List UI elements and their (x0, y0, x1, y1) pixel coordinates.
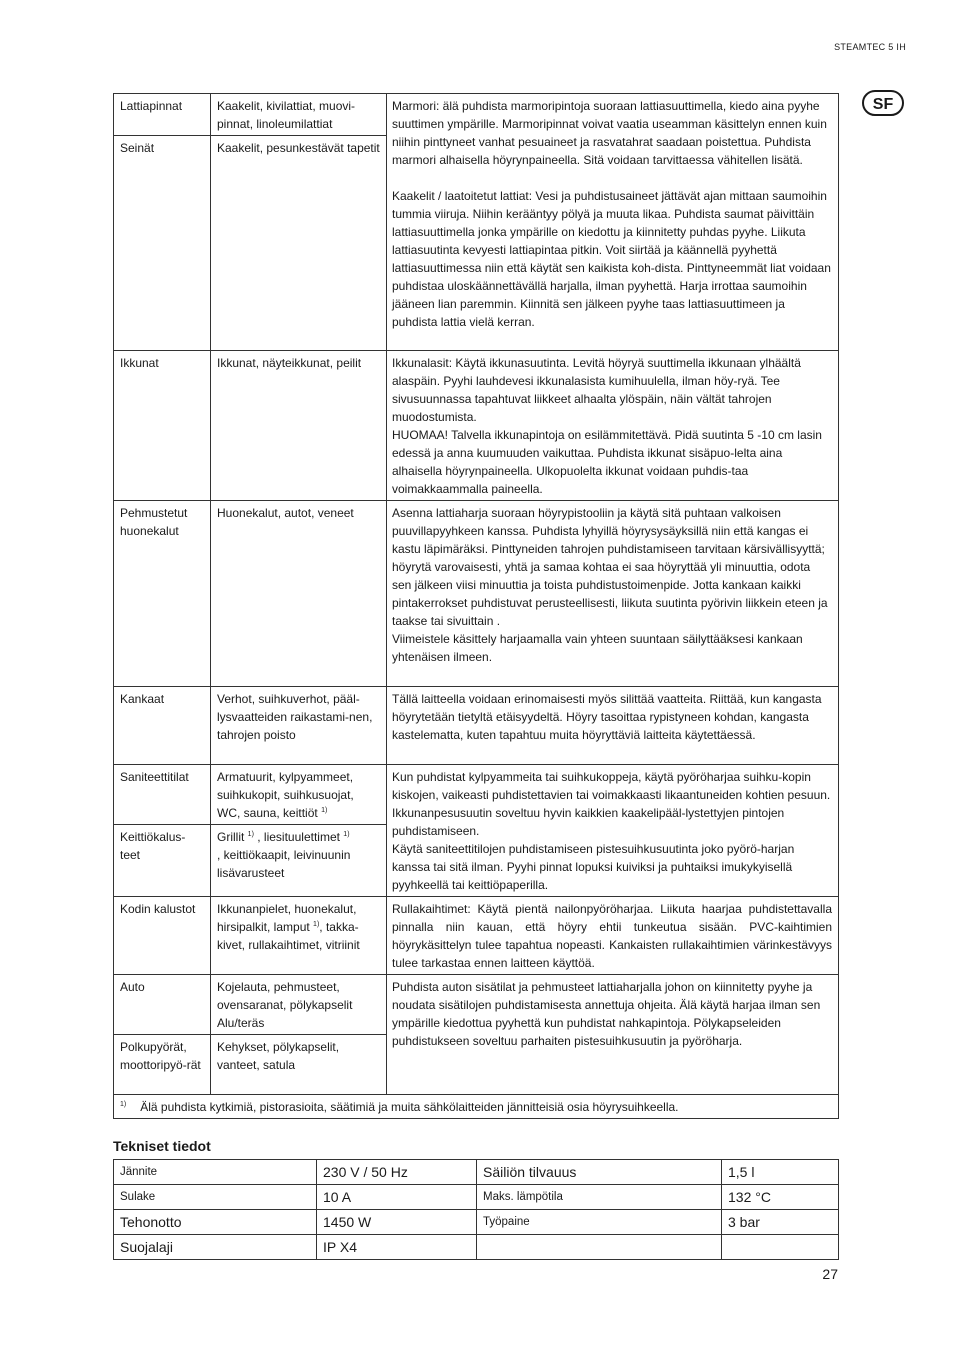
spec-value: 132 °C (722, 1185, 839, 1210)
table-row (114, 897, 839, 975)
spec-value (722, 1235, 839, 1260)
paragraph: Käytä saniteettitilojen puhdistamiseen pistesuihkusuutinta joko pyörö-harjan kanssa tai sitä ilman. Pyyhi pinnat lopuksi kuiviksi ja puhtaiksi imukykyisellä pyyhkeellä tai keittiöpaperilla. (392, 842, 795, 892)
surfaces-cell: Kojelauta, pehmusteet, ovensaranat, pölykapselit Alu/teräs (211, 975, 387, 1035)
paragraph: Marmori: älä puhdista marmoripintoja suoraan lattiasuuttimella, kiedo aina pyyhe suuttimen ympärille. Marmoripinnat voivat vaatia useamman käsittelyn ennen kuin niihin pinttyneet vanhat pesuaineet ja rasvatahrat saadaan poistettua. Puhdista marmori alhaisella höyrynpaineella. Sitä voidaan tarvittaessa vähitellen lisätä. (392, 99, 827, 167)
surfaces-cell: Huonekalut, autot, veneet (211, 501, 387, 687)
spec-value: 3 bar (722, 1210, 839, 1235)
tech-table (113, 1159, 839, 1260)
tech-section-title: Tekniset tiedot (113, 1138, 211, 1154)
spec-label: Jännite (114, 1160, 317, 1185)
paragraph: Puhdista auton sisätilat ja pehmusteet lattiaharjalla johon on kiinnitetty pyyhe ja noudata sisätilojen puhdistamisesta annettuja ohjeita. Älä käytä harjaa ilman sen ympärille kiedottua pyyhettä kun puhdistat nahkapintoja. Pölykapseleiden puhdistukseen soveltuu parhaiten pistesuihkusuutin ja pyöröharja. (392, 980, 821, 1048)
spec-label: Tehonotto (114, 1210, 317, 1235)
footnote-mark: 1) (120, 1101, 127, 1108)
spec-label: Suojalaji (114, 1235, 317, 1260)
footnote-cell (114, 1095, 839, 1119)
spec-value: 1,5 l (722, 1160, 839, 1185)
spec-label: Säiliön tilvauus (477, 1160, 722, 1185)
footnote-ref: 1) (247, 831, 254, 838)
page-number: 27 (822, 1266, 838, 1282)
description-cell (387, 94, 839, 351)
area-cell: Pehmustetut huonekalut (114, 501, 211, 687)
surfaces-text: Ikkunanpielet, huonekalut, hirsipalkit, lamput (217, 902, 357, 934)
area-cell: Keittiökalus-teet (114, 825, 211, 897)
table-row (114, 765, 839, 825)
description-cell (387, 501, 839, 687)
table-row (114, 1160, 839, 1185)
paragraph: HUOMAA! Talvella ikkunapintoja on esilämmitettävä. Pidä suutinta 5 -10 cm lasin edessä ja anna kuumuuden vaikuttaa. Puhdista ikkunat sisäpuo-lelta aina alhaisella höyrynpaineella. Ulkopuolelta ikkunat voidaan puhdis-taa voimakkaammalla paineella. (392, 428, 822, 496)
area-cell: Seinät (114, 136, 211, 351)
area-cell: Polkupyörät, moottoripyö-rät (114, 1035, 211, 1095)
paragraph: Ikkunalasit: Käytä ikkunasuutinta. Levitä höyryä suuttimella ikkunaan ylhäältä alaspäin. Pyyhi lauhdevesi ikkunalasista kumihuulella, ilman höy-ryä. Tee sivusuunnassa tapahtuvat liikkeet alhaalta ylöspäin, näin vältät tahrojen muodostumista. (392, 356, 801, 424)
surfaces-cell: Ikkunat, näyteikkunat, peilit (211, 351, 387, 501)
description-cell (387, 765, 839, 897)
surfaces-cell (211, 897, 387, 975)
spec-value: 1450 W (317, 1210, 477, 1235)
spec-label (477, 1235, 722, 1260)
description-cell (387, 975, 839, 1095)
surfaces-cell (211, 825, 387, 897)
table-row (114, 94, 839, 136)
area-cell: Saniteettitilat (114, 765, 211, 825)
footnote-ref: 1) (313, 921, 320, 928)
surfaces-text: Grillit (217, 830, 245, 844)
spec-value: 10 A (317, 1185, 477, 1210)
footnote-text: Älä puhdista kytkimiä, pistorasioita, säätimiä ja muita sähkölaitteiden jännitteisiä osia höyrysuihkeella. (140, 1100, 679, 1114)
area-cell: Lattiapinnat (114, 94, 211, 136)
paragraph: Kun puhdistat kylpyammeita tai suihkukoppeja, käytä pyöröharjaa suihku-kopin kiskojen, vaikeasti puhdistettavien tai voimakkaasti likaantuneiden kohtien pesuun. Ikkunanpesusuutin soveltuu hyvin kaikkien kaakelipääl-lystettyjen pintojen puhdistamiseen. (392, 770, 831, 838)
paragraph: Viimeistele käsittely harjaamalla vain yhteen suuntaan säilyttääksesi kankaan yhtenäisen ilmeen. (392, 632, 803, 664)
area-cell: Kodin kalustot (114, 897, 211, 975)
surfaces-cell: Kaakelit, pesunkestävät tapetit (211, 136, 387, 351)
table-row (114, 975, 839, 1035)
footnote-ref: 1) (321, 807, 328, 814)
table-row (114, 501, 839, 687)
table-row (114, 1210, 839, 1235)
surfaces-cell: Kaakelit, kivilattiat, muovi-pinnat, linoleumilattiat (211, 94, 387, 136)
paragraph: Tällä laitteella voidaan erinomaisesti myös silittää vaatteita. Riittää, kun kangasta höyrytetään tietyltä etäisyydeltä. Höyry tasoittaa rypistyneen kohdan, kangasta kastelematta, kuten tapahtuu muita höyryttäviä laitteita käytettäessä. (392, 692, 822, 742)
area-cell: Auto (114, 975, 211, 1035)
description-cell (387, 687, 839, 765)
spec-label: Maks. lämpötila (477, 1185, 722, 1210)
table-row (114, 1235, 839, 1260)
surfaces-text: , takka-kivet, rullakaihtimet, vitriinit (217, 920, 360, 952)
paragraph: Kaakelit / laatoitetut lattiat: Vesi ja puhdistusaineet jättävät ajan mittaan saumoihin tummia viiruja. Niihin kerääntyy pölyä ja muuta likaa. Puhdista saumat päivittäin lattiasuuttimella jonka ympärille on kiedottu ja kiinnitetty puhdas pyyhe. Liikuta lattiasuutinta kevyesti lattiapintaa pitkin. Voit siirtää ja käännellä pyyhettä lattiasuuttimessa niin että käytät sen kaikista koh-dista. Pinttyneemmät liat voidaan puhdistaa uloskäännettävällä harjalla, ilman pyyhettä. Harja irrottaa saumoihin jääneen lian paremmin. Kiinnitä sen jälkeen pyyhe taas lattiasuuttimeen ja puhdista lattia vielä kerran. (392, 189, 831, 329)
surfaces-text: Armatuurit, kylpyammeet, suihkukopit, suihkusuojat, WC, sauna, keittiöt (217, 770, 354, 820)
language-badge: SF (862, 90, 904, 116)
spec-label: Työpaine (477, 1210, 722, 1235)
cleaning-table (113, 93, 839, 1119)
spec-label: Sulake (114, 1185, 317, 1210)
paragraph: Asenna lattiaharja suoraan höyrypistooliin ja käytä sitä puhtaan valkoisen puuvillapyyhkeen kanssa. Puhdista lyhyillä höyrysysäyksillä niin että kangas ei kastu läpimäräksi. Pinttyneiden tahrojen puhdistamiseen tarvitaan kärsivällisyyttä; höyrytä varovaisesti, yhtä ja samaa kohtaa ei saa höyryttää yli minuuttia, odota sen jälkeen viisi minuuttia ja toista puhdistustoimenpide. Jotta kankaan kaikki pintakerrokset puhdistuvat perusteellisesti, liikuta suutinta pyörivin liikkein eteen ja taakse tai sivuittain . (392, 506, 828, 628)
surfaces-text: , keittiökaapit, leivinuunin lisävarusteet (217, 848, 351, 880)
footnote-row (114, 1095, 839, 1119)
spec-value: IP X4 (317, 1235, 477, 1260)
table-row (114, 687, 839, 765)
area-cell: Kankaat (114, 687, 211, 765)
table-row (114, 1185, 839, 1210)
footnote-ref: 1) (343, 831, 350, 838)
description-cell (387, 897, 839, 975)
table-row (114, 351, 839, 501)
area-cell: Ikkunat (114, 351, 211, 501)
description-cell (387, 351, 839, 501)
model-code: STEAMTEC 5 IH (834, 42, 906, 52)
spec-value: 230 V / 50 Hz (317, 1160, 477, 1185)
surfaces-text: , liesituulettimet (257, 830, 340, 844)
surfaces-cell: Kehykset, pölykapselit, vanteet, satula (211, 1035, 387, 1095)
surfaces-cell: Verhot, suihkuverhot, pääl-lysvaatteiden raikastami-nen, tahrojen poisto (211, 687, 387, 765)
paragraph: Rullakaihtimet: Käytä pientä nailonpyöröharjaa. Liikuta haarjaa puhdistettavalla pinnalla niin kauan, että höyry ehtii tunkeutua sisään. PVC-kaihtimien höyrykäsittelyn tulee tapahtua nopeasti. Kankaisten rullakaihtimien värinkestävyys tulee tarkastaa ennen laitteen käyttöä. (392, 902, 832, 970)
surfaces-cell (211, 765, 387, 825)
